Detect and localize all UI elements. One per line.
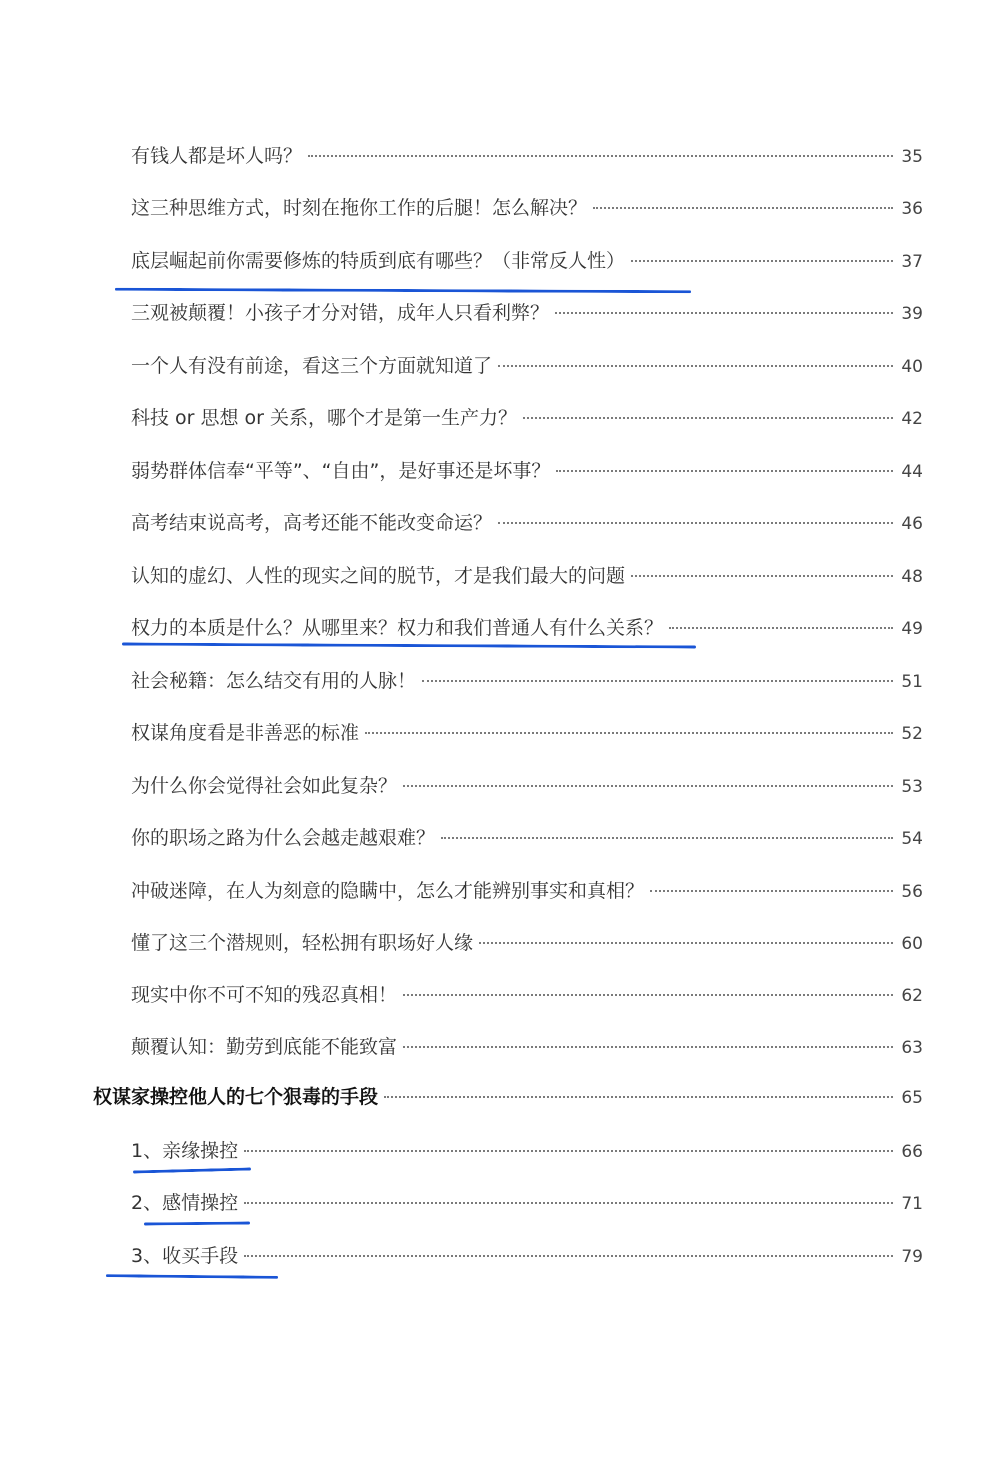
toc-entry-page: 46 — [901, 514, 923, 534]
toc-entry-page: 49 — [901, 619, 923, 639]
toc-entry-page: 37 — [901, 252, 923, 272]
dot-leader — [244, 1202, 893, 1204]
annotation-underline — [115, 288, 691, 294]
toc-entry[interactable] — [131, 878, 923, 905]
toc-entry-page: 54 — [901, 829, 923, 849]
annotation-underline — [122, 642, 696, 648]
toc-entry-page: 79 — [901, 1247, 923, 1267]
toc-entry-page: 63 — [901, 1038, 923, 1058]
dot-leader — [650, 890, 893, 892]
toc-entry[interactable] — [131, 510, 923, 537]
dot-leader — [498, 365, 893, 367]
toc-entry-title: 懂了这三个潜规则，轻松拥有职场好人缘 — [131, 932, 474, 954]
toc-entry[interactable] — [131, 825, 923, 852]
dot-leader — [556, 470, 893, 472]
dot-leader — [498, 522, 893, 524]
toc-entry-title: 三观被颠覆！小孩子才分对错，成年人只看利弊？ — [131, 302, 550, 324]
dot-leader — [555, 312, 893, 314]
toc-entry-page: 60 — [901, 934, 923, 954]
toc-chapter-entry[interactable] — [93, 1084, 923, 1111]
dot-leader — [365, 732, 893, 734]
toc-entry[interactable] — [131, 563, 923, 590]
toc-entry-title: 你的职场之路为什么会越走越艰难？ — [131, 827, 436, 849]
toc-entry[interactable] — [131, 615, 923, 642]
toc-entry-title: 一个人有没有前途，看这三个方面就知道了 — [131, 355, 493, 377]
toc-entry-title: 高考结束说高考，高考还能不能改变命运？ — [131, 512, 493, 534]
dot-leader — [244, 1255, 893, 1257]
toc-entry-title: 现实中你不可不知的残忍真相！ — [131, 984, 398, 1006]
toc-entry-page: 65 — [901, 1088, 923, 1108]
toc-entry-page: 48 — [901, 567, 923, 587]
toc-entry[interactable] — [131, 353, 923, 380]
toc-entry[interactable] — [131, 930, 923, 957]
toc-entry-page: 53 — [901, 777, 923, 797]
toc-entry[interactable] — [131, 300, 923, 327]
toc-entry[interactable] — [131, 773, 923, 800]
toc-entry-title: 1、亲缘操控 — [131, 1140, 239, 1162]
toc-entry-page: 71 — [901, 1194, 923, 1214]
annotation-underline — [144, 1222, 250, 1226]
toc-entry-page: 51 — [901, 672, 923, 692]
toc-entry-title: 社会秘籍：怎么结交有用的人脉！ — [131, 670, 417, 692]
toc-entry-title: 为什么你会觉得社会如此复杂？ — [131, 775, 398, 797]
dot-leader — [479, 942, 893, 944]
toc-entry-title: 3、收买手段 — [131, 1245, 239, 1267]
toc-entry[interactable] — [131, 458, 923, 485]
toc-entry-page: 44 — [901, 462, 923, 482]
toc-entry-title: 有钱人都是坏人吗？ — [131, 145, 303, 167]
dot-leader — [403, 994, 893, 996]
dot-leader — [441, 837, 893, 839]
dot-leader — [669, 627, 893, 629]
dot-leader — [593, 207, 893, 209]
dot-leader — [403, 785, 893, 787]
toc-entry-page: 42 — [901, 409, 923, 429]
toc-entry-title: 弱势群体信奉“平等”、“自由”，是好事还是坏事？ — [131, 460, 551, 482]
dot-leader — [244, 1150, 893, 1152]
dot-leader — [523, 417, 893, 419]
toc-entry[interactable] — [131, 1138, 923, 1165]
dot-leader — [384, 1096, 893, 1098]
dot-leader — [422, 680, 893, 682]
toc-entry-page: 62 — [901, 986, 923, 1006]
toc-entry-title: 认知的虚幻、人性的现实之间的脱节，才是我们最大的问题 — [131, 565, 626, 587]
toc-entry[interactable] — [131, 982, 923, 1009]
toc-entry[interactable] — [131, 1034, 923, 1061]
toc-entry[interactable] — [131, 143, 923, 170]
annotation-underline — [106, 1274, 278, 1279]
toc-entry[interactable] — [131, 195, 923, 222]
toc-entry-title: 这三种思维方式，时刻在拖你工作的后腿！怎么解决？ — [131, 197, 588, 219]
toc-entry-page: 36 — [901, 199, 923, 219]
dot-leader — [631, 260, 893, 262]
toc-entry-page: 39 — [901, 304, 923, 324]
toc-entry-page: 40 — [901, 357, 923, 377]
toc-entry[interactable] — [131, 1190, 923, 1217]
toc-entry-page: 35 — [901, 147, 923, 167]
toc-entry[interactable] — [131, 720, 923, 747]
toc-entry-title: 2、感情操控 — [131, 1192, 239, 1214]
toc-chapter-title: 权谋家操控他人的七个狠毒的手段 — [93, 1086, 379, 1108]
toc-entry-title: 底层崛起前你需要修炼的特质到底有哪些？（非常反人性） — [131, 250, 626, 272]
toc-entry-title: 科技 or 思想 or 关系，哪个才是第一生产力？ — [131, 407, 518, 429]
toc-entry-page: 56 — [901, 882, 923, 902]
toc-entry[interactable] — [131, 668, 923, 695]
dot-leader — [631, 575, 893, 577]
toc-entry[interactable] — [131, 1243, 923, 1270]
toc-entry-title: 颠覆认知：勤劳到底能不能致富 — [131, 1036, 398, 1058]
toc-entry-title: 权谋角度看是非善恶的标准 — [131, 722, 360, 744]
dot-leader — [403, 1046, 893, 1048]
toc-entry-title: 权力的本质是什么？从哪里来？权力和我们普通人有什么关系？ — [131, 617, 664, 639]
dot-leader — [308, 155, 893, 157]
toc-entry[interactable] — [131, 405, 923, 432]
toc-entry[interactable] — [131, 248, 923, 275]
toc-entry-title: 冲破迷障，在人为刻意的隐瞒中，怎么才能辨别事实和真相？ — [131, 880, 645, 902]
toc-entry-page: 52 — [901, 724, 923, 744]
annotation-underline — [133, 1167, 251, 1173]
toc-entry-page: 66 — [901, 1142, 923, 1162]
